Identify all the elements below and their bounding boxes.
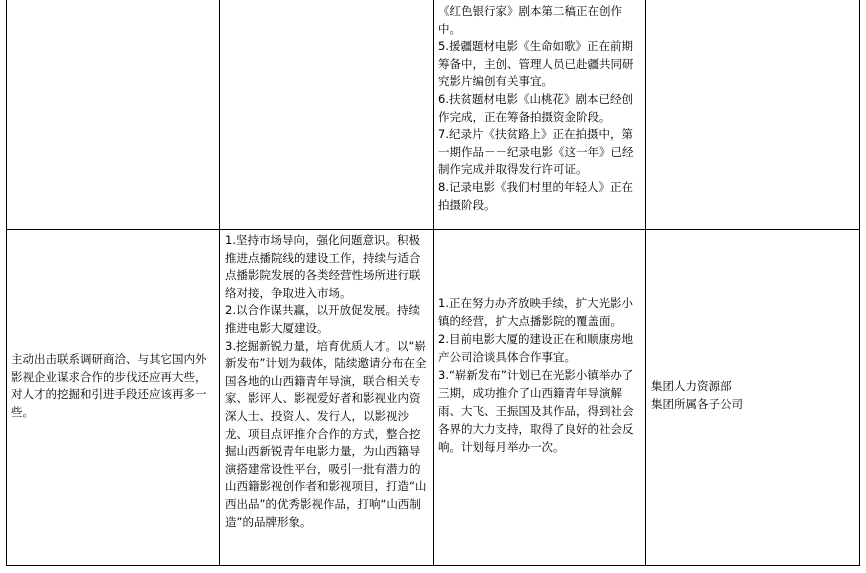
list-item: 7.纪录片《扶贫路上》正在拍摄中，第一期作品－－纪录电影《这一年》已经制作完成并取得发行许可证。 <box>438 127 634 177</box>
list-item: 8.记录电影《我们村里的年轻人》正在拍摄阶段。 <box>438 179 633 212</box>
list-item: 2.以合作谋共赢，以开放促发展。持续推进电影大厦建设。 <box>225 303 420 335</box>
row-divider <box>6 229 860 230</box>
table-border-right <box>859 0 860 566</box>
issue-text: 主动出击联系调研商洽、与其它国内外影视企业谋求合作的步伐还应再大些，对人才的挖掘和引进手段还应该再多一些。 <box>11 352 207 419</box>
measures-cell <box>225 232 431 531</box>
issue-cell <box>11 351 217 421</box>
list-item: 1.正在努力办齐放映手续，扩大光影小镇的经营，扩大点播影院的覆盖面。 <box>438 296 633 328</box>
list-item: 1.坚持市场导向，强化问题意识。积极推进点播院线的建设工作，持续与适合点播影院发展的各类经营性场所进行联络对接，争取进入市场。 <box>225 233 421 300</box>
list-item: 6.扶贫题材电影《山桃花》剧本已经创作完成，正在筹备拍摄资金阶段。 <box>438 91 633 124</box>
list-item: 《红色银行家》剧本第二稿正在创作中。 <box>438 4 622 36</box>
list-item: 5.援疆题材电影《生命如歌》正在前期筹备中，主创、管理人员已赴疆共同研究影片编创有关事宜。 <box>438 39 634 89</box>
top-progress-cell <box>438 3 643 214</box>
table-border-bottom <box>6 565 860 566</box>
column-divider-3 <box>645 0 646 566</box>
responsible-cell <box>651 378 856 413</box>
column-divider-2 <box>433 0 434 566</box>
responsible-unit: 集团所属各子公司 <box>651 396 743 411</box>
responsible-unit: 集团人力资源部 <box>651 379 732 393</box>
column-divider-1 <box>219 0 220 566</box>
table-border-left <box>6 0 7 566</box>
list-item: 2.目前电影大厦的建设正在和顺康房地产公司洽谈具体合作事宜。 <box>438 332 633 364</box>
list-item: 3.挖掘新锐力量，培育优质人才。以“崭新发布”计划为载体，陆续邀请分布在全国各地的山西籍青年导演，联合相关专家、影评人、影视爱好者和影视业内资深人士、投资人、发行人，以影视沙龙、项目点评推介合作的方式，整合挖掘山西新锐青年电影力量，为山西籍导演搭建常设性平台，吸引一批有潜力的山西籍影视创作者和影视项目，打造“山西出品”的优秀影视作品，打响“山西制造”的品牌形象。 <box>225 338 427 529</box>
list-item: 3.“崭新发布”计划已在光影小镇举办了三期，成功推介了山西籍青年导演解雨、大飞、王振国及其作品，得到社会各界的大力支持，取得了良好的社会反响。计划每月举办一次。 <box>438 368 634 454</box>
progress-cell <box>438 294 643 456</box>
